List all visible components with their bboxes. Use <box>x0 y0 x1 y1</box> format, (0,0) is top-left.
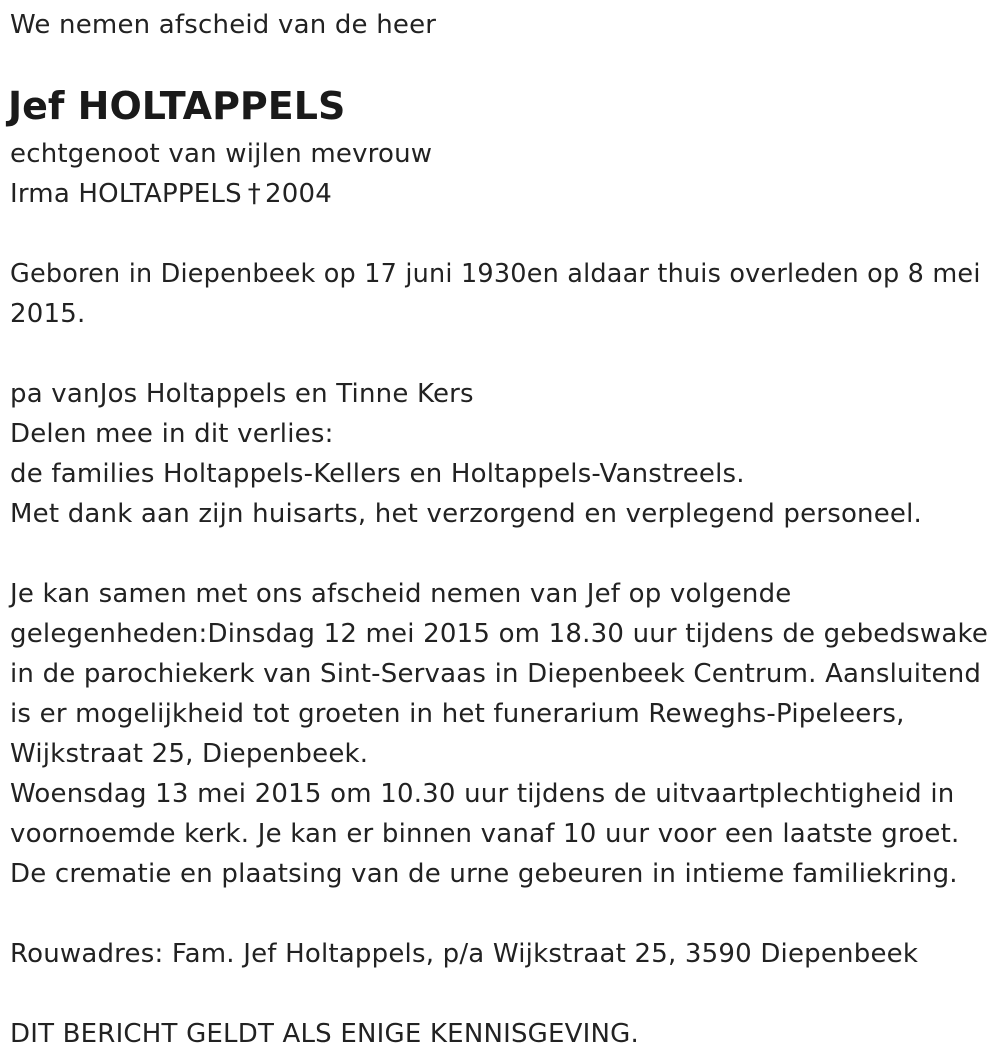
ceremony-line: is er mogelijkheid tot groeten in het funerarium Reweghs-Pipeleers, <box>10 699 905 729</box>
thanks-line: Met dank aan zijn huisarts, het verzorgend en verplegend personeel. <box>10 499 923 529</box>
mourning-address: Rouwadres: Fam. Jef Holtappels, p/a Wijkstraat 25, 3590 Diepenbeek <box>10 939 919 969</box>
ceremony-line: De crematie en plaatsing van de urne gebeuren in intieme familiekring. <box>10 859 958 889</box>
birth-death-line-1: Geboren in Diepenbeek op 17 juni 1930en aldaar thuis overleden op 8 mei <box>10 259 981 289</box>
cross-icon: † <box>247 179 261 209</box>
intro-text: We nemen afscheid van de heer <box>10 10 437 40</box>
deceased-name: Jef HOLTAPPELS <box>8 84 346 128</box>
ceremony-line: Woensdag 13 mei 2015 om 10.30 uur tijdens de uitvaartplechtigheid in <box>10 779 955 809</box>
ceremony-line: Wijkstraat 25, Diepenbeek. <box>10 739 369 769</box>
spouse-line: echtgenoot van wijlen mevrouw <box>10 139 433 169</box>
children-line: pa vanJos Holtappels en Tinne Kers <box>10 379 474 409</box>
ceremony-line: Je kan samen met ons afscheid nemen van Jef op volgende <box>10 579 792 609</box>
spouse-year: 2004 <box>264 179 332 209</box>
ceremony-line: gelegenheden:Dinsdag 12 mei 2015 om 18.30 uur tijdens de gebedswake <box>10 619 989 649</box>
ceremony-line: in de parochiekerk van Sint-Servaas in Diepenbeek Centrum. Aansluitend <box>10 659 982 689</box>
birth-death-line-2: 2015. <box>10 299 86 329</box>
ceremony-line: voornoemde kerk. Je kan er binnen vanaf 10 uur voor een laatste groet. <box>10 819 960 849</box>
spouse-name-line <box>10 174 332 214</box>
share-loss-line: Delen mee in dit verlies: <box>10 419 334 449</box>
families-line: de families Holtappels-Kellers en Holtappels-Vanstreels. <box>10 459 745 489</box>
spouse-name: Irma HOLTAPPELS <box>10 179 242 209</box>
closing-notice: DIT BERICHT GELDT ALS ENIGE KENNISGEVING. <box>10 1019 639 1049</box>
